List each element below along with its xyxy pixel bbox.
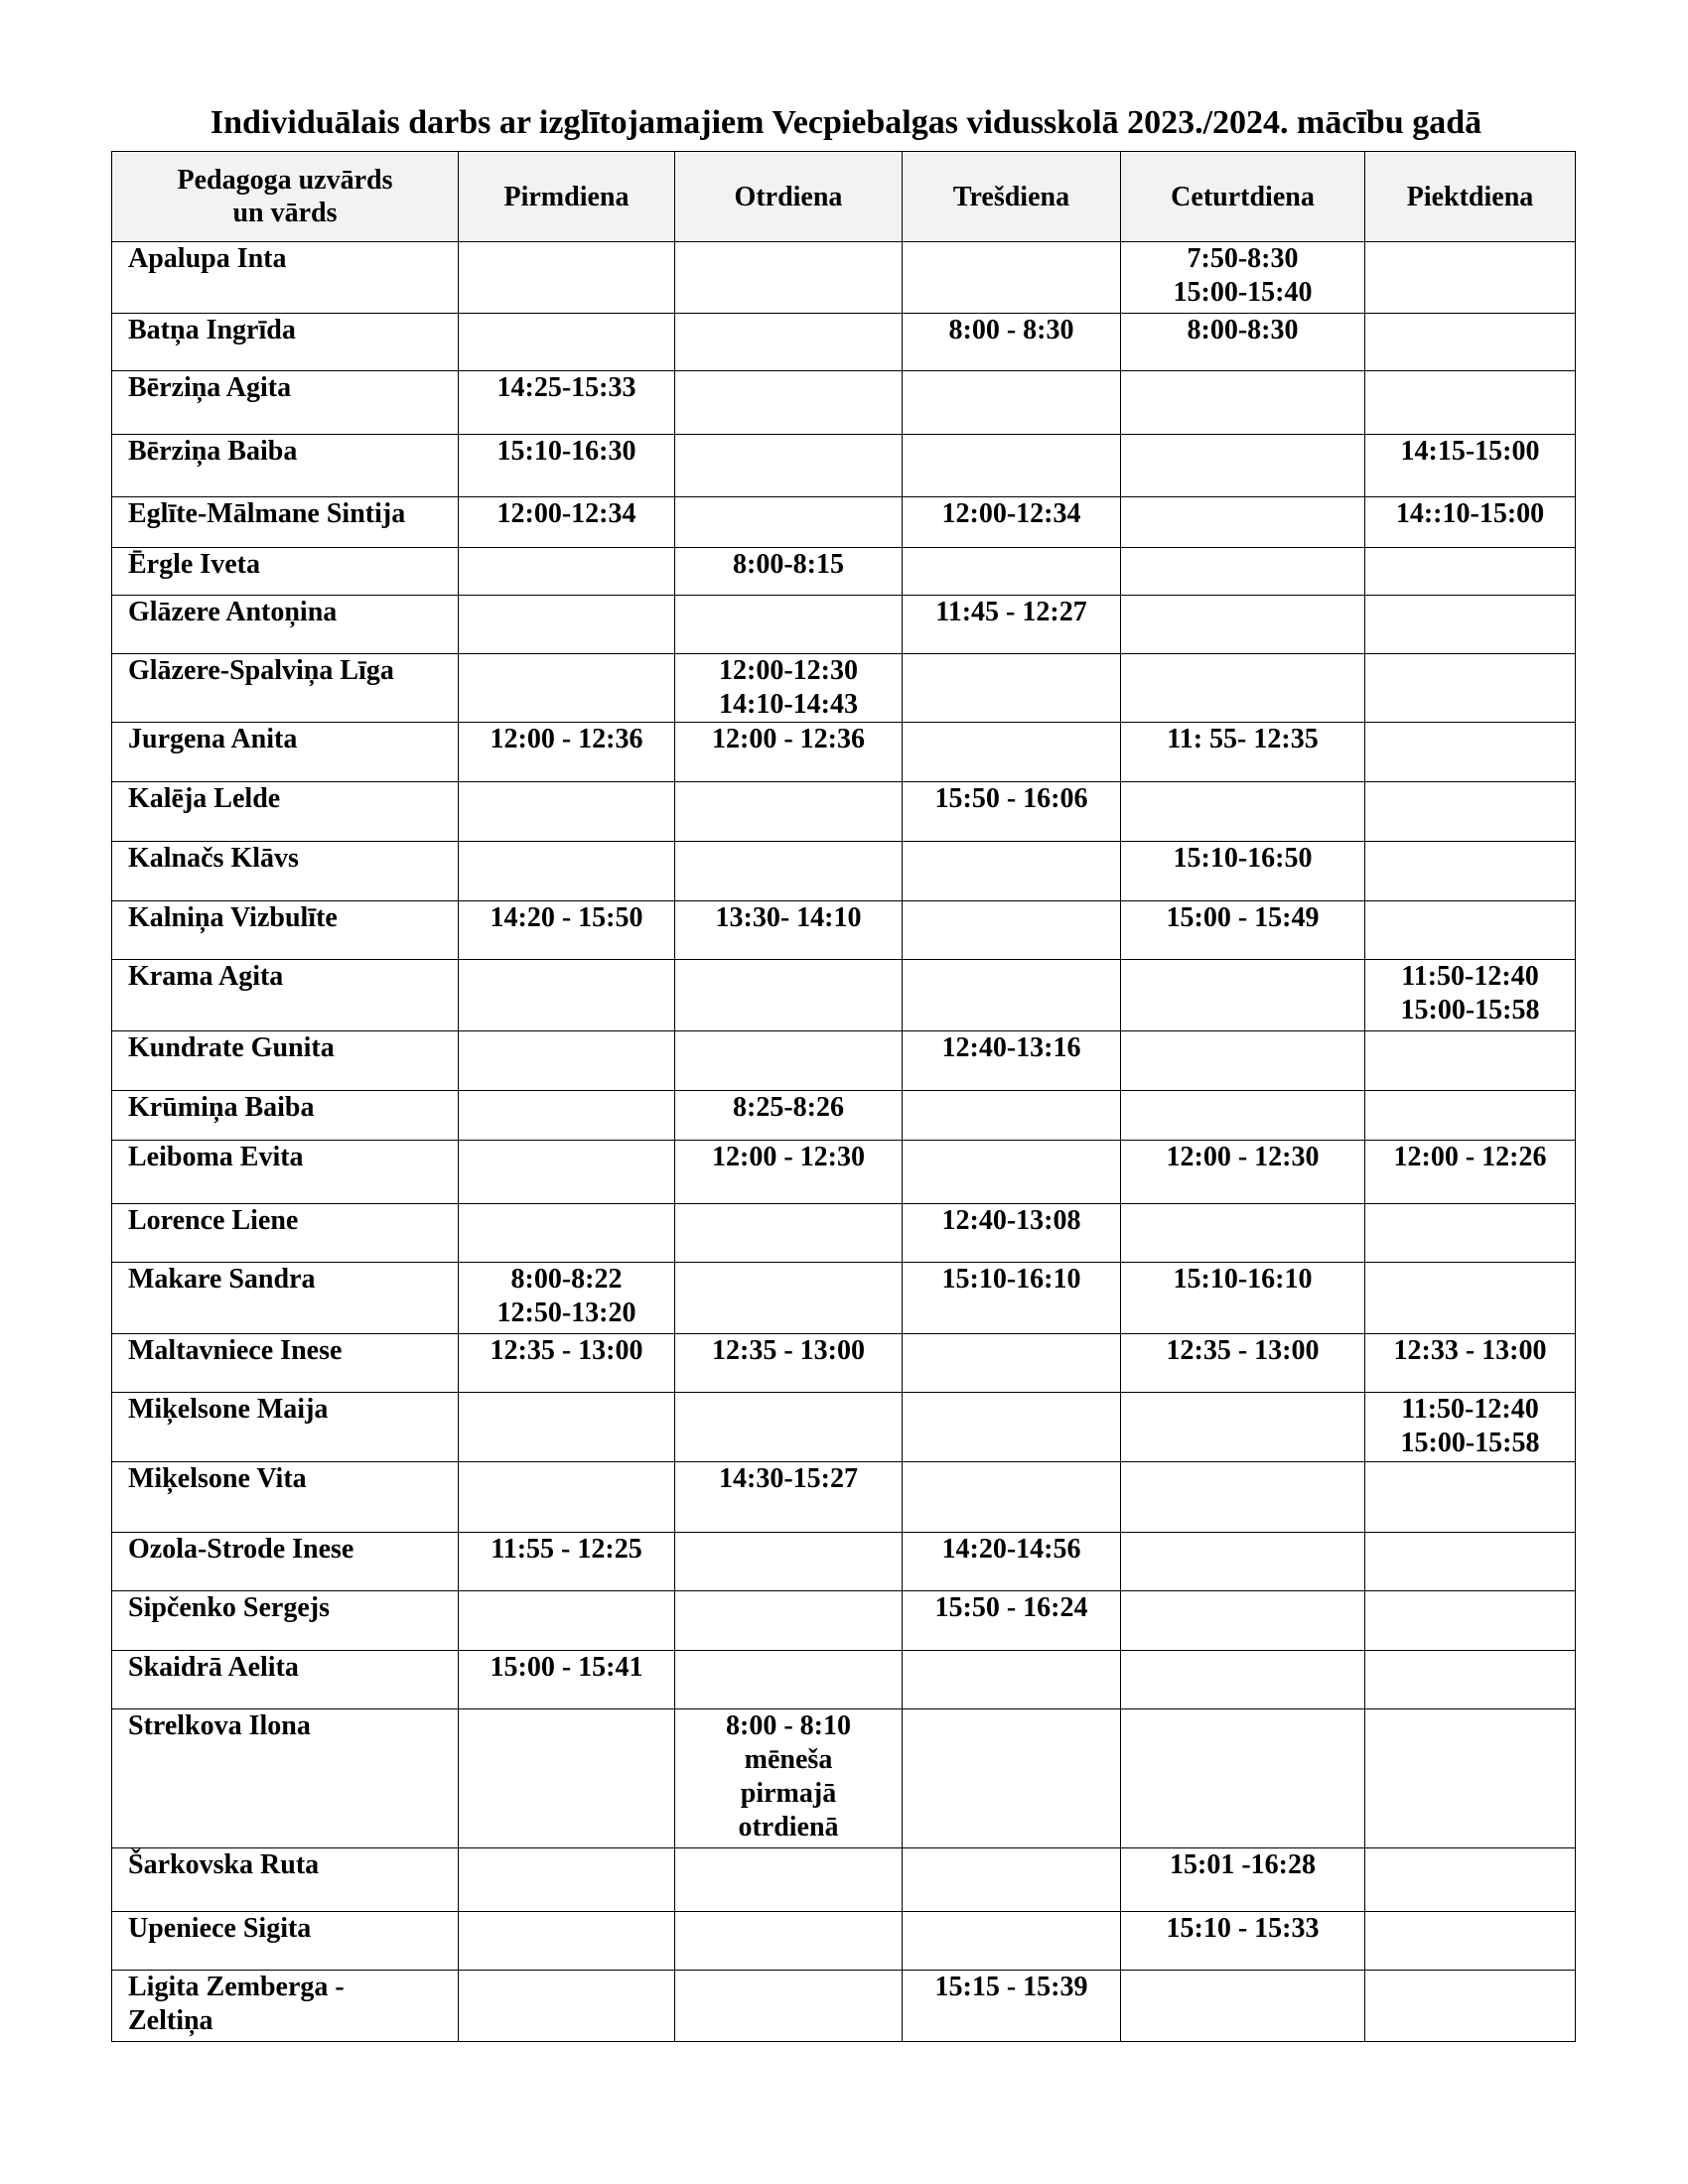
schedule-cell-monday <box>459 1141 675 1204</box>
teacher-name-cell <box>112 1263 459 1334</box>
teacher-name-cell <box>112 242 459 314</box>
schedule-cell-wednesday <box>903 1709 1121 1848</box>
schedule-cell-monday <box>459 1091 675 1141</box>
schedule-cell-monday <box>459 654 675 723</box>
schedule-cell-friday <box>1365 1393 1576 1462</box>
teacher-name-cell <box>112 654 459 723</box>
schedule-cell-friday <box>1365 1651 1576 1709</box>
time-slot: otrdienā <box>738 1812 839 1843</box>
time-slot: 12:00-12:34 <box>496 498 636 529</box>
teacher-name-cell <box>112 1204 459 1263</box>
time-slot: 12:00 - 12:30 <box>1166 1142 1320 1172</box>
teacher-name-cell <box>112 497 459 548</box>
time-slot: 15:00-15:58 <box>1400 995 1540 1025</box>
schedule-cell-friday <box>1365 1462 1576 1533</box>
schedule-cell-wednesday <box>903 1334 1121 1393</box>
teacher-name: Miķelsone Vita <box>128 1463 307 1494</box>
header-label: Otrdiena <box>734 181 843 212</box>
table-row <box>112 1334 1576 1393</box>
teacher-name-cell <box>112 371 459 435</box>
schedule-cell-tuesday <box>675 901 903 960</box>
schedule-cell-thursday <box>1121 242 1365 314</box>
page-title: Individuālais darbs ar izglītojamajiem Vecpiebalgas vidusskolā 2023./2024. mācību gadā <box>210 104 1482 141</box>
schedule-cell-wednesday <box>903 842 1121 901</box>
schedule-cell-tuesday <box>675 596 903 654</box>
schedule-cell-monday <box>459 842 675 901</box>
time-slot: 12:35 - 13:00 <box>1166 1335 1320 1366</box>
header-label: un vārds <box>232 198 338 228</box>
schedule-cell-monday <box>459 497 675 548</box>
teacher-name: Skaidrā Aelita <box>128 1652 299 1683</box>
schedule-cell-wednesday <box>903 1462 1121 1533</box>
schedule-cell-wednesday <box>903 1848 1121 1912</box>
schedule-cell-monday <box>459 1848 675 1912</box>
schedule-cell-friday <box>1365 654 1576 723</box>
schedule-cell-friday <box>1365 1533 1576 1591</box>
time-slot: 11:45 - 12:27 <box>935 597 1087 627</box>
teacher-name-cell <box>112 1462 459 1533</box>
time-slot: 8:00-8:22 <box>510 1264 623 1295</box>
schedule-cell-wednesday <box>903 314 1121 371</box>
table-row <box>112 1091 1576 1141</box>
schedule-cell-thursday <box>1121 314 1365 371</box>
schedule-cell-monday <box>459 1651 675 1709</box>
teacher-name: Bērziņa Agita <box>128 372 292 403</box>
time-slot: 12:40-13:16 <box>941 1032 1081 1063</box>
schedule-cell-friday <box>1365 435 1576 497</box>
teacher-name-cell <box>112 548 459 596</box>
time-slot: 11:50-12:40 <box>1401 1394 1539 1425</box>
time-slot: 14:30-15:27 <box>719 1463 858 1494</box>
time-slot: 12:33 - 13:00 <box>1393 1335 1547 1366</box>
schedule-cell-friday <box>1365 1971 1576 2042</box>
schedule-cell-tuesday <box>675 1091 903 1141</box>
time-slot: 12:35 - 13:00 <box>490 1335 643 1366</box>
teacher-name-cell <box>112 1912 459 1971</box>
schedule-cell-monday <box>459 901 675 960</box>
time-slot: 8:25-8:26 <box>733 1092 844 1123</box>
schedule-cell-wednesday <box>903 654 1121 723</box>
time-slot: 8:00 - 8:30 <box>948 315 1074 345</box>
time-slot: 12:00 - 12:26 <box>1393 1142 1547 1172</box>
schedule-cell-tuesday <box>675 1709 903 1848</box>
time-slot: 15:00 - 15:49 <box>1166 902 1320 933</box>
schedule-cell-monday <box>459 1334 675 1393</box>
header-day-friday <box>1365 152 1576 242</box>
schedule-cell-monday <box>459 371 675 435</box>
time-slot: pirmajā <box>740 1778 837 1809</box>
table-row <box>112 1263 1576 1334</box>
header-day-thursday <box>1121 152 1365 242</box>
header-label: Pirmdiena <box>503 181 630 212</box>
table-row <box>112 1591 1576 1651</box>
schedule-cell-tuesday <box>675 548 903 596</box>
header-teacher-name <box>112 152 459 242</box>
time-slot: 12:00 - 12:36 <box>490 724 643 754</box>
teacher-name-cell <box>112 1141 459 1204</box>
schedule-cell-friday <box>1365 1591 1576 1651</box>
schedule-cell-wednesday <box>903 1912 1121 1971</box>
schedule-cell-thursday <box>1121 596 1365 654</box>
teacher-name-cell <box>112 596 459 654</box>
time-slot: 8:00-8:15 <box>733 549 844 580</box>
schedule-cell-monday <box>459 435 675 497</box>
time-slot: 8:00 - 8:10 <box>726 1710 851 1741</box>
teacher-name-cell <box>112 1591 459 1651</box>
schedule-cell-thursday <box>1121 435 1365 497</box>
time-slot: 11:50-12:40 <box>1401 961 1539 992</box>
schedule-cell-monday <box>459 1393 675 1462</box>
time-slot: 15:10-16:50 <box>1173 843 1313 874</box>
schedule-cell-friday <box>1365 371 1576 435</box>
teacher-name: Apalupa Inta <box>128 243 287 274</box>
schedule-cell-friday <box>1365 1334 1576 1393</box>
schedule-cell-tuesday <box>675 435 903 497</box>
teacher-name-cell <box>112 960 459 1031</box>
table-row <box>112 548 1576 596</box>
schedule-cell-wednesday <box>903 1651 1121 1709</box>
teacher-name-cell <box>112 1091 459 1141</box>
schedule-cell-friday <box>1365 1204 1576 1263</box>
schedule-cell-friday <box>1365 782 1576 842</box>
schedule-cell-thursday <box>1121 1912 1365 1971</box>
schedule-cell-wednesday <box>903 901 1121 960</box>
table-row <box>112 1971 1576 2042</box>
schedule-cell-monday <box>459 1912 675 1971</box>
schedule-cell-tuesday <box>675 1591 903 1651</box>
schedule-cell-tuesday <box>675 842 903 901</box>
schedule-cell-friday <box>1365 901 1576 960</box>
header-day-monday <box>459 152 675 242</box>
schedule-cell-friday <box>1365 1031 1576 1091</box>
schedule-cell-thursday <box>1121 960 1365 1031</box>
schedule-cell-tuesday <box>675 1462 903 1533</box>
time-slot: 14:25-15:33 <box>496 372 636 403</box>
table-row <box>112 242 1576 314</box>
schedule-cell-thursday <box>1121 1141 1365 1204</box>
schedule-cell-wednesday <box>903 435 1121 497</box>
schedule-cell-tuesday <box>675 1031 903 1091</box>
teacher-name-cell <box>112 1971 459 2042</box>
teacher-name: Ērgle Iveta <box>128 549 260 580</box>
schedule-cell-wednesday <box>903 1971 1121 2042</box>
schedule-cell-friday <box>1365 960 1576 1031</box>
schedule-cell-thursday <box>1121 901 1365 960</box>
schedule-cell-wednesday <box>903 1091 1121 1141</box>
schedule-cell-wednesday <box>903 1393 1121 1462</box>
schedule-cell-thursday <box>1121 1031 1365 1091</box>
schedule-cell-wednesday <box>903 1591 1121 1651</box>
schedule-cell-friday <box>1365 1912 1576 1971</box>
schedule-cell-monday <box>459 1462 675 1533</box>
schedule-cell-friday <box>1365 1263 1576 1334</box>
teacher-name: Šarkovska Ruta <box>128 1849 320 1880</box>
table-body <box>112 242 1576 2042</box>
time-slot: 15:10 - 15:33 <box>1166 1913 1320 1944</box>
schedule-cell-thursday <box>1121 782 1365 842</box>
teacher-name: Jurgena Anita <box>128 724 298 754</box>
schedule-cell-wednesday <box>903 242 1121 314</box>
table-row <box>112 1912 1576 1971</box>
schedule-cell-tuesday <box>675 1334 903 1393</box>
schedule-cell-wednesday <box>903 1263 1121 1334</box>
schedule-cell-wednesday <box>903 1031 1121 1091</box>
time-slot: 15:15 - 15:39 <box>934 1972 1088 2002</box>
teacher-name-cell <box>112 723 459 782</box>
teacher-name-cell <box>112 314 459 371</box>
teacher-name: Strelkova Ilona <box>128 1710 311 1741</box>
time-slot: 12:00 - 12:36 <box>712 724 865 754</box>
schedule-cell-monday <box>459 548 675 596</box>
schedule-cell-wednesday <box>903 596 1121 654</box>
schedule-cell-wednesday <box>903 782 1121 842</box>
schedule-cell-tuesday <box>675 1263 903 1334</box>
schedule-cell-tuesday <box>675 782 903 842</box>
teacher-name: Kalēja Lelde <box>128 783 281 814</box>
time-slot: 15:00-15:58 <box>1400 1428 1540 1458</box>
time-slot: 15:50 - 16:24 <box>934 1592 1088 1623</box>
schedule-cell-friday <box>1365 1709 1576 1848</box>
teacher-name-cell <box>112 1848 459 1912</box>
teacher-name: Makare Sandra <box>128 1264 316 1295</box>
schedule-cell-thursday <box>1121 1393 1365 1462</box>
schedule-cell-tuesday <box>675 1393 903 1462</box>
schedule-cell-thursday <box>1121 1651 1365 1709</box>
teacher-name: Kalniņa Vizbulīte <box>128 902 338 933</box>
teacher-name: Bērziņa Baiba <box>128 436 298 467</box>
schedule-cell-wednesday <box>903 1533 1121 1591</box>
teacher-name: Kundrate Gunita <box>128 1032 335 1063</box>
time-slot: mēneša <box>744 1744 833 1775</box>
schedule-cell-thursday <box>1121 1848 1365 1912</box>
schedule-cell-tuesday <box>675 371 903 435</box>
schedule-cell-thursday <box>1121 723 1365 782</box>
schedule-cell-monday <box>459 1971 675 2042</box>
schedule-cell-thursday <box>1121 1263 1365 1334</box>
time-slot: 15:50 - 16:06 <box>934 783 1088 814</box>
schedule-cell-tuesday <box>675 497 903 548</box>
schedule-cell-wednesday <box>903 960 1121 1031</box>
table-row <box>112 1533 1576 1591</box>
schedule-cell-tuesday <box>675 960 903 1031</box>
schedule-cell-thursday <box>1121 1334 1365 1393</box>
teacher-name: Sipčenko Sergejs <box>128 1592 330 1623</box>
table-row <box>112 1848 1576 1912</box>
table-row <box>112 901 1576 960</box>
schedule-cell-monday <box>459 1533 675 1591</box>
schedule-cell-monday <box>459 723 675 782</box>
teacher-name: Glāzere-Spalviņa Līga <box>128 655 394 686</box>
schedule-cell-monday <box>459 782 675 842</box>
header-label: Trešdiena <box>952 181 1070 212</box>
schedule-cell-thursday <box>1121 1462 1365 1533</box>
teacher-name-cell <box>112 1709 459 1848</box>
time-slot: 14:20-14:56 <box>941 1534 1081 1565</box>
time-slot: 12:40-13:08 <box>941 1205 1081 1236</box>
table-row <box>112 1141 1576 1204</box>
schedule-cell-monday <box>459 1263 675 1334</box>
teacher-name-cell <box>112 842 459 901</box>
header-day-tuesday <box>675 152 903 242</box>
time-slot: 14:20 - 15:50 <box>490 902 643 933</box>
teacher-name-cell <box>112 1334 459 1393</box>
schedule-cell-tuesday <box>675 1141 903 1204</box>
teacher-name: Miķelsone Maija <box>128 1394 329 1425</box>
table-row <box>112 1204 1576 1263</box>
schedule-cell-thursday <box>1121 1533 1365 1591</box>
schedule-cell-tuesday <box>675 1204 903 1263</box>
table-row <box>112 960 1576 1031</box>
header-label: Pedagoga uzvārds <box>177 165 393 196</box>
schedule-cell-friday <box>1365 242 1576 314</box>
time-slot: 14:10-14:43 <box>719 689 858 720</box>
schedule-cell-monday <box>459 1204 675 1263</box>
schedule-cell-thursday <box>1121 1091 1365 1141</box>
teacher-name: Leiboma Evita <box>128 1142 304 1172</box>
schedule-cell-tuesday <box>675 1912 903 1971</box>
schedule-cell-wednesday <box>903 548 1121 596</box>
time-slot: 11:55 - 12:25 <box>491 1534 642 1565</box>
teacher-name-cell <box>112 901 459 960</box>
schedule-cell-monday <box>459 242 675 314</box>
schedule-cell-friday <box>1365 723 1576 782</box>
schedule-cell-friday <box>1365 314 1576 371</box>
schedule-cell-friday <box>1365 842 1576 901</box>
time-slot: 11: 55- 12:35 <box>1167 724 1319 754</box>
teacher-name: Upeniece Sigita <box>128 1913 312 1944</box>
schedule-cell-wednesday <box>903 723 1121 782</box>
schedule-cell-friday <box>1365 548 1576 596</box>
teacher-name-cell <box>112 782 459 842</box>
schedule-cell-thursday <box>1121 1971 1365 2042</box>
header-label: Piektdiena <box>1406 181 1534 212</box>
schedule-cell-thursday <box>1121 497 1365 548</box>
teacher-name: Kalnačs Klāvs <box>128 843 299 874</box>
teacher-name-cell <box>112 1651 459 1709</box>
schedule-cell-thursday <box>1121 654 1365 723</box>
table-row <box>112 596 1576 654</box>
schedule-cell-monday <box>459 314 675 371</box>
time-slot: 14::10-15:00 <box>1395 498 1545 529</box>
teacher-name-cell <box>112 435 459 497</box>
table-row <box>112 435 1576 497</box>
table-row <box>112 1651 1576 1709</box>
schedule-cell-wednesday <box>903 1141 1121 1204</box>
schedule-cell-tuesday <box>675 1533 903 1591</box>
table-row <box>112 654 1576 723</box>
schedule-cell-tuesday <box>675 1651 903 1709</box>
header-row <box>112 152 1576 242</box>
teacher-name: Eglīte-Mālmane Sintija <box>128 498 406 529</box>
time-slot: 8:00-8:30 <box>1187 315 1299 345</box>
schedule-cell-wednesday <box>903 371 1121 435</box>
table-row <box>112 782 1576 842</box>
teacher-name: Krama Agita <box>128 961 284 992</box>
schedule-cell-thursday <box>1121 548 1365 596</box>
schedule-cell-tuesday <box>675 1848 903 1912</box>
schedule-cell-tuesday <box>675 1971 903 2042</box>
table-row <box>112 1031 1576 1091</box>
table-row <box>112 371 1576 435</box>
schedule-table <box>111 151 1576 2042</box>
time-slot: 15:00-15:40 <box>1173 277 1313 308</box>
schedule-cell-tuesday <box>675 723 903 782</box>
time-slot: 7:50-8:30 <box>1187 243 1299 274</box>
schedule-cell-thursday <box>1121 1591 1365 1651</box>
time-slot: 12:35 - 13:00 <box>712 1335 865 1366</box>
table-row <box>112 497 1576 548</box>
time-slot: 12:00 - 12:30 <box>712 1142 865 1172</box>
teacher-name-cell <box>112 1031 459 1091</box>
schedule-cell-thursday <box>1121 1709 1365 1848</box>
schedule-cell-friday <box>1365 497 1576 548</box>
header-day-wednesday <box>903 152 1121 242</box>
schedule-cell-tuesday <box>675 654 903 723</box>
schedule-cell-wednesday <box>903 497 1121 548</box>
schedule-cell-friday <box>1365 1848 1576 1912</box>
schedule-cell-friday <box>1365 1141 1576 1204</box>
schedule-cell-monday <box>459 1591 675 1651</box>
teacher-name: Lorence Liene <box>128 1205 299 1236</box>
schedule-cell-thursday <box>1121 1204 1365 1263</box>
table-row <box>112 723 1576 782</box>
time-slot: 14:15-15:00 <box>1400 436 1540 467</box>
teacher-name: Batņa Ingrīda <box>128 315 296 345</box>
table-row <box>112 842 1576 901</box>
table-row <box>112 1709 1576 1848</box>
table-row <box>112 314 1576 371</box>
teacher-name: Ligita Zemberga - <box>128 1972 345 2002</box>
time-slot: 15:10-16:10 <box>941 1264 1081 1295</box>
schedule-cell-monday <box>459 960 675 1031</box>
teacher-name: Krūmiņa Baiba <box>128 1092 315 1123</box>
table-row <box>112 1393 1576 1462</box>
table-row <box>112 1462 1576 1533</box>
time-slot: 15:10-16:30 <box>496 436 636 467</box>
time-slot: 12:50-13:20 <box>496 1297 636 1328</box>
header-label: Ceturtdiena <box>1171 181 1315 212</box>
teacher-name-cell <box>112 1393 459 1462</box>
teacher-name: Glāzere Antoņina <box>128 597 338 627</box>
teacher-name-cell <box>112 1533 459 1591</box>
teacher-name: Ozola-Strode Inese <box>128 1534 354 1565</box>
schedule-cell-monday <box>459 1709 675 1848</box>
schedule-cell-friday <box>1365 1091 1576 1141</box>
teacher-name: Maltavniece Inese <box>128 1335 343 1366</box>
time-slot: 15:00 - 15:41 <box>490 1652 643 1683</box>
schedule-cell-monday <box>459 596 675 654</box>
schedule-cell-monday <box>459 1031 675 1091</box>
schedule-cell-friday <box>1365 596 1576 654</box>
schedule-cell-tuesday <box>675 242 903 314</box>
schedule-cell-wednesday <box>903 1204 1121 1263</box>
time-slot: 12:00-12:34 <box>941 498 1081 529</box>
schedule-cell-tuesday <box>675 314 903 371</box>
schedule-cell-thursday <box>1121 371 1365 435</box>
schedule-cell-thursday <box>1121 842 1365 901</box>
time-slot: 15:10-16:10 <box>1173 1264 1313 1295</box>
time-slot: 15:01 -16:28 <box>1170 1849 1316 1880</box>
teacher-name: Zeltiņa <box>128 2005 213 2036</box>
time-slot: 12:00-12:30 <box>719 655 858 686</box>
time-slot: 13:30- 14:10 <box>715 902 862 933</box>
